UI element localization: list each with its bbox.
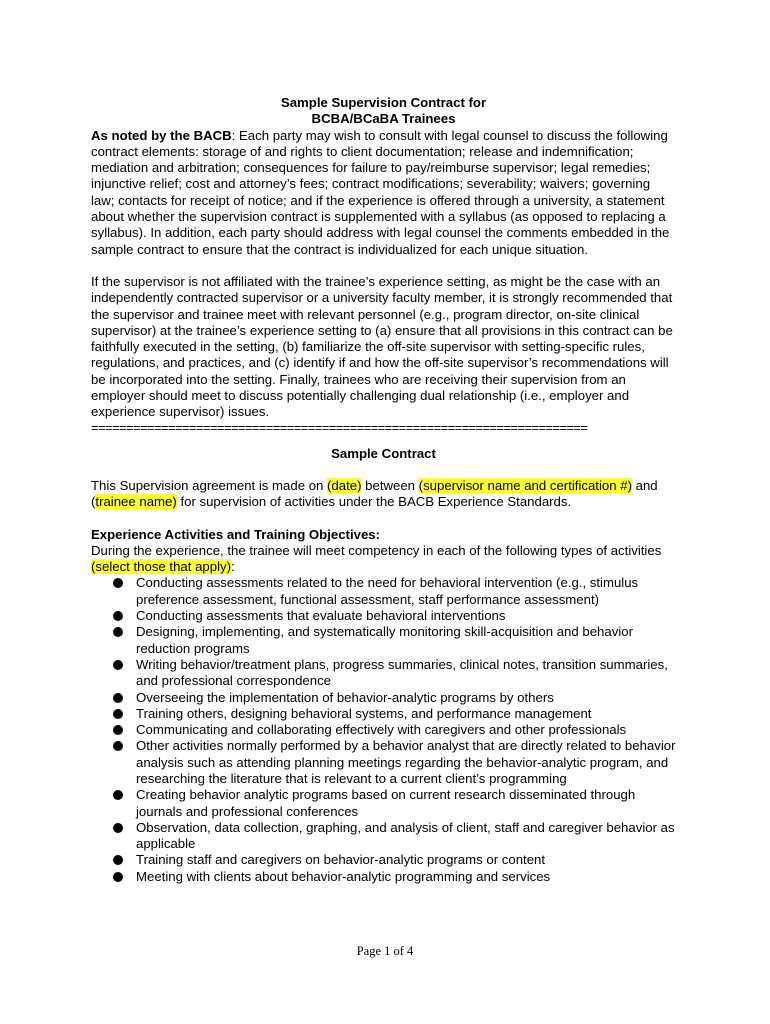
list-item: Designing, implementing, and systematically monitoring skill-acquisition and behavior reduction programs	[91, 624, 676, 657]
select-placeholder: (select those that apply)	[91, 559, 232, 575]
list-item: Observation, data collection, graphing, and analysis of client, staff and caregiver behavior as applicable	[91, 820, 676, 853]
bullet-icon	[113, 872, 123, 882]
list-item: Conducting assessments that evaluate behavioral interventions	[91, 608, 676, 624]
document-page	[91, 95, 676, 885]
objectives-heading: Experience Activities and Training Objectives:	[91, 526, 381, 542]
bullet-icon	[113, 627, 123, 637]
agreement-text-3: and (	[91, 477, 658, 510]
contract-title: Sample Contract	[331, 445, 436, 461]
list-item: Training staff and caregivers on behavior-analytic programs or content	[91, 852, 676, 868]
objectives-intro: During the experience, the trainee will meet competency in each of the following types of activities (select those that apply):	[91, 542, 662, 575]
date-placeholder: (date)	[327, 477, 362, 493]
trainee-placeholder: trainee name)	[95, 494, 177, 510]
bullet-icon	[113, 790, 123, 800]
intro-text: : Each party may wish to consult with legal counsel to discuss the following contract elements: storage of and rights to client documentation; release and indemnification; mediation and arbitration; consequences for failure to pay/reimburse supervisor; legal remedies; injunctive relief; cost and attorney’s fees; contract modifications; severability; waivers; governing law; contacts for receipt of notice; and if the experience is offered through a university, a statement about whether the supervision contract is supplemented with a syllabus (as opposed to replacing a syllabus). In addition, each party should address with legal counsel the comments embedded in the sample contract to ensure that the contract is individualized for each unique situation.	[91, 127, 670, 257]
bullet-icon	[113, 725, 123, 735]
bullet-icon	[113, 660, 123, 670]
intro-paragraph	[91, 128, 676, 258]
list-item: Other activities normally performed by a behavior analyst that are directly related to behavior analysis such as attending planning meetings regarding the behavior-analytic program, and researching the literature that is relevant to a current client’s programming	[91, 738, 676, 787]
agreement-paragraph	[91, 478, 676, 511]
bullet-icon	[113, 741, 123, 751]
affiliation-paragraph: If the supervisor is not affiliated with the trainee’s experience setting, as might be the case with an independently contracted supervisor or a university faculty member, it is strongly recommended that the supervisor and trainee meet with relevant personnel (e.g., program director, on-site clinical supervisor) at the trainee’s experience setting to (a) ensure that all provisions in this contract can be faithfully executed in the setting, (b) familiarize the off-site supervisor with setting-specific rules, regulations, and practices, and (c) identify if and how the off-site supervisor’s recommendations will be incorporated into the setting. Finally, trainees who are receiving their supervision from an employer should meet to discuss potentially challenging dual relationship (i.e., employer and experience supervisor) issues.	[91, 273, 673, 420]
list-item: Communicating and collaborating effectively with caregivers and other professionals	[91, 722, 676, 738]
agreement-text-4: for supervision of activities under the BACB Experience Standards.	[176, 494, 572, 510]
list-item: Meeting with clients about behavior-analytic programming and services	[91, 869, 676, 885]
agreement-text-1: This Supervision agreement is made on	[91, 477, 328, 493]
list-item: Training others, designing behavioral systems, and performance management	[91, 706, 676, 722]
bullet-icon	[113, 578, 123, 588]
supervisor-placeholder: (supervisor name and certification #)	[418, 477, 632, 493]
document-title-line-2: BCBA/BCaBA Trainees	[311, 111, 456, 127]
list-item: Writing behavior/treatment plans, progress summaries, clinical notes, transition summaries, and professional correspondence	[91, 657, 676, 690]
list-item: Overseeing the implementation of behavior-analytic programs by others	[91, 690, 676, 706]
list-item: Conducting assessments related to the need for behavioral intervention (e.g., stimulus preference assessment, functional assessment, staff performance assessment)	[91, 575, 676, 608]
bullet-icon	[113, 693, 123, 703]
document-title-line-1: Sample Supervision Contract for	[280, 95, 487, 110]
bullet-icon	[113, 709, 123, 719]
list-item: Creating behavior analytic programs based on current research disseminated through journals and professional conferences	[91, 787, 676, 820]
bullet-icon	[113, 855, 123, 865]
bullet-icon	[113, 611, 123, 621]
bullet-icon	[113, 823, 123, 833]
intro-lead: As noted by the BACB	[91, 127, 232, 143]
separator-line: =======================================================================	[91, 420, 588, 434]
page-number: Page 1 of 4	[356, 944, 414, 958]
activities-list	[91, 575, 676, 885]
agreement-text-2: between	[361, 477, 419, 493]
